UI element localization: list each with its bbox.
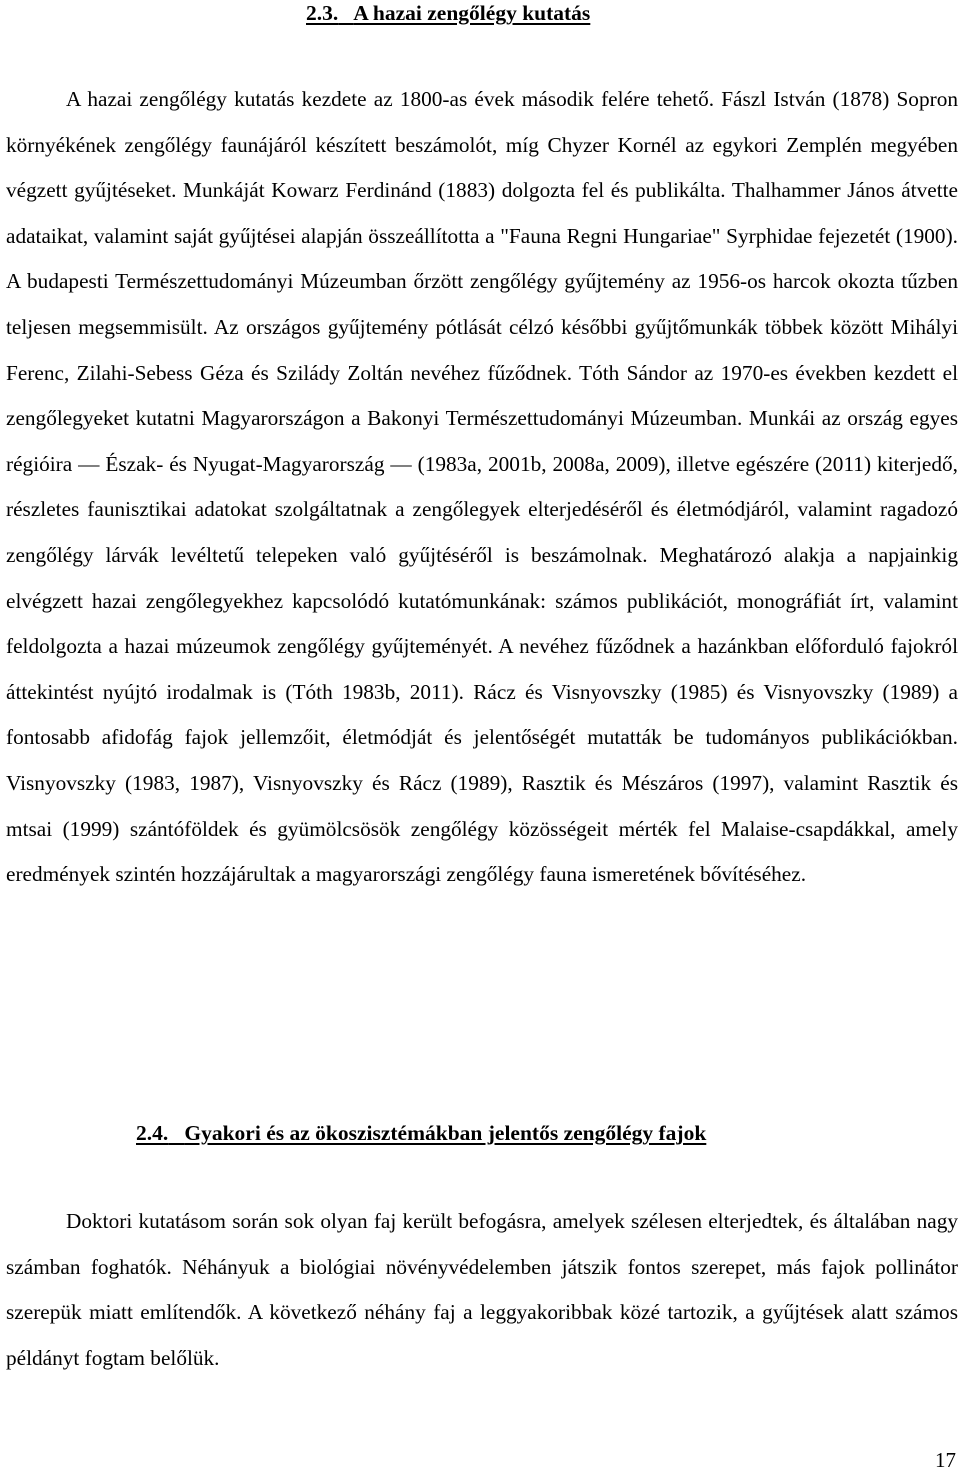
- section-number: 2.4.: [136, 1121, 169, 1145]
- section-heading-2-3: [306, 0, 590, 26]
- section-paragraph-2-3: A hazai zengőlégy kutatás kezdete az 1800-as évek második felére tehető. Fászl István (1878) Sopron környékének zengőlégy faunájáról készített beszámolót, míg Chyzer Kornél az egykori Zemplén megyében végzett gyűjtéseket. Munkáját Kowarz Ferdinánd (1883) dolgozta fel és publikálta. Thalhammer János átvette adataikat, valamint saját gyűjtései alapján összeállította a "Fauna Regni Hungariae" Syrphidae fejezetét (1900). A budapesti Természettudományi Múzeumban őrzött zengőlégy gyűjtemény az 1956-os harcok okozta tűzben teljesen megsemmisült. Az országos gyűjtemény pótlását célzó későbbi gyűjtőmunkák többek között Mihályi Ferenc, Zilahi-Sebess Géza és Szilády Zoltán nevéhez fűződnek. Tóth Sándor az 1970-es években kezdett el zengőlegyeket kutatni Magyarországon a Bakonyi Természettudományi Múzeumban. Munkái az ország egyes régióira — Észak- és Nyugat-Magyarország — (1983a, 2001b, 2008a, 2009), illetve egészére (2011) kiterjedő, részletes faunisztikai adatokat szolgáltatnak a zengőlegyek elterjedéséről és életmódjáról, valamint ragadozó zengőlégy lárvák levéltetű telepeken való gyűjtéséről is beszámolnak. Meghatározó alakja a napjainkig elvégzett hazai zengőlegyekhez kapcsolódó kutatómunkának: számos publikációt, monográfiát írt, valamint feldolgozta a hazai múzeumok zengőlégy gyűjteményét. A nevéhez fűződnek a hazánkban előforduló fajokról áttekintést nyújtó irodalmak is (Tóth 1983b, 2011). Rácz és Visnyovszky (1985) és Visnyovszky (1989) a fontosabb afidofág fajok jellemzőit, életmódját és jelentőségét mutatták be tudományos publikációkban. Visnyovszky (1983, 1987), Visnyovszky és Rácz (1989), Rasztik és Mészáros (1997), valamint Rasztik és mtsai (1999) szántóföldek és gyümölcsösök zengőlégy közösségeit mérték fel Malaise-csapdákkal, amely eredmények szintén hozzájárultak a magyarországi zengőlégy fauna ismeretének bővítéséhez.: [6, 87, 958, 887]
- section-heading-2-4: [136, 1120, 706, 1146]
- section-number: 2.3.: [306, 1, 339, 25]
- page-number: 17: [935, 1448, 956, 1472]
- section-title: A hazai zengőlégy kutatás: [353, 1, 591, 25]
- section-title: Gyakori és az ökoszisztémákban jelentős zengőlégy fajok: [184, 1121, 707, 1145]
- section-paragraph-2-4: Doktori kutatásom során sok olyan faj került befogásra, amelyek szélesen elterjedtek, és általában nagy számban foghatók. Néhányuk a biológiai növényvédelemben játszik fontos szerepet, más fajok pollinátor szerepük miatt említendők. A következő néhány faj a leggyakoribbak közé tartozik, a gyűjtések alatt számos példányt fogtam belőlük.: [6, 1209, 958, 1370]
